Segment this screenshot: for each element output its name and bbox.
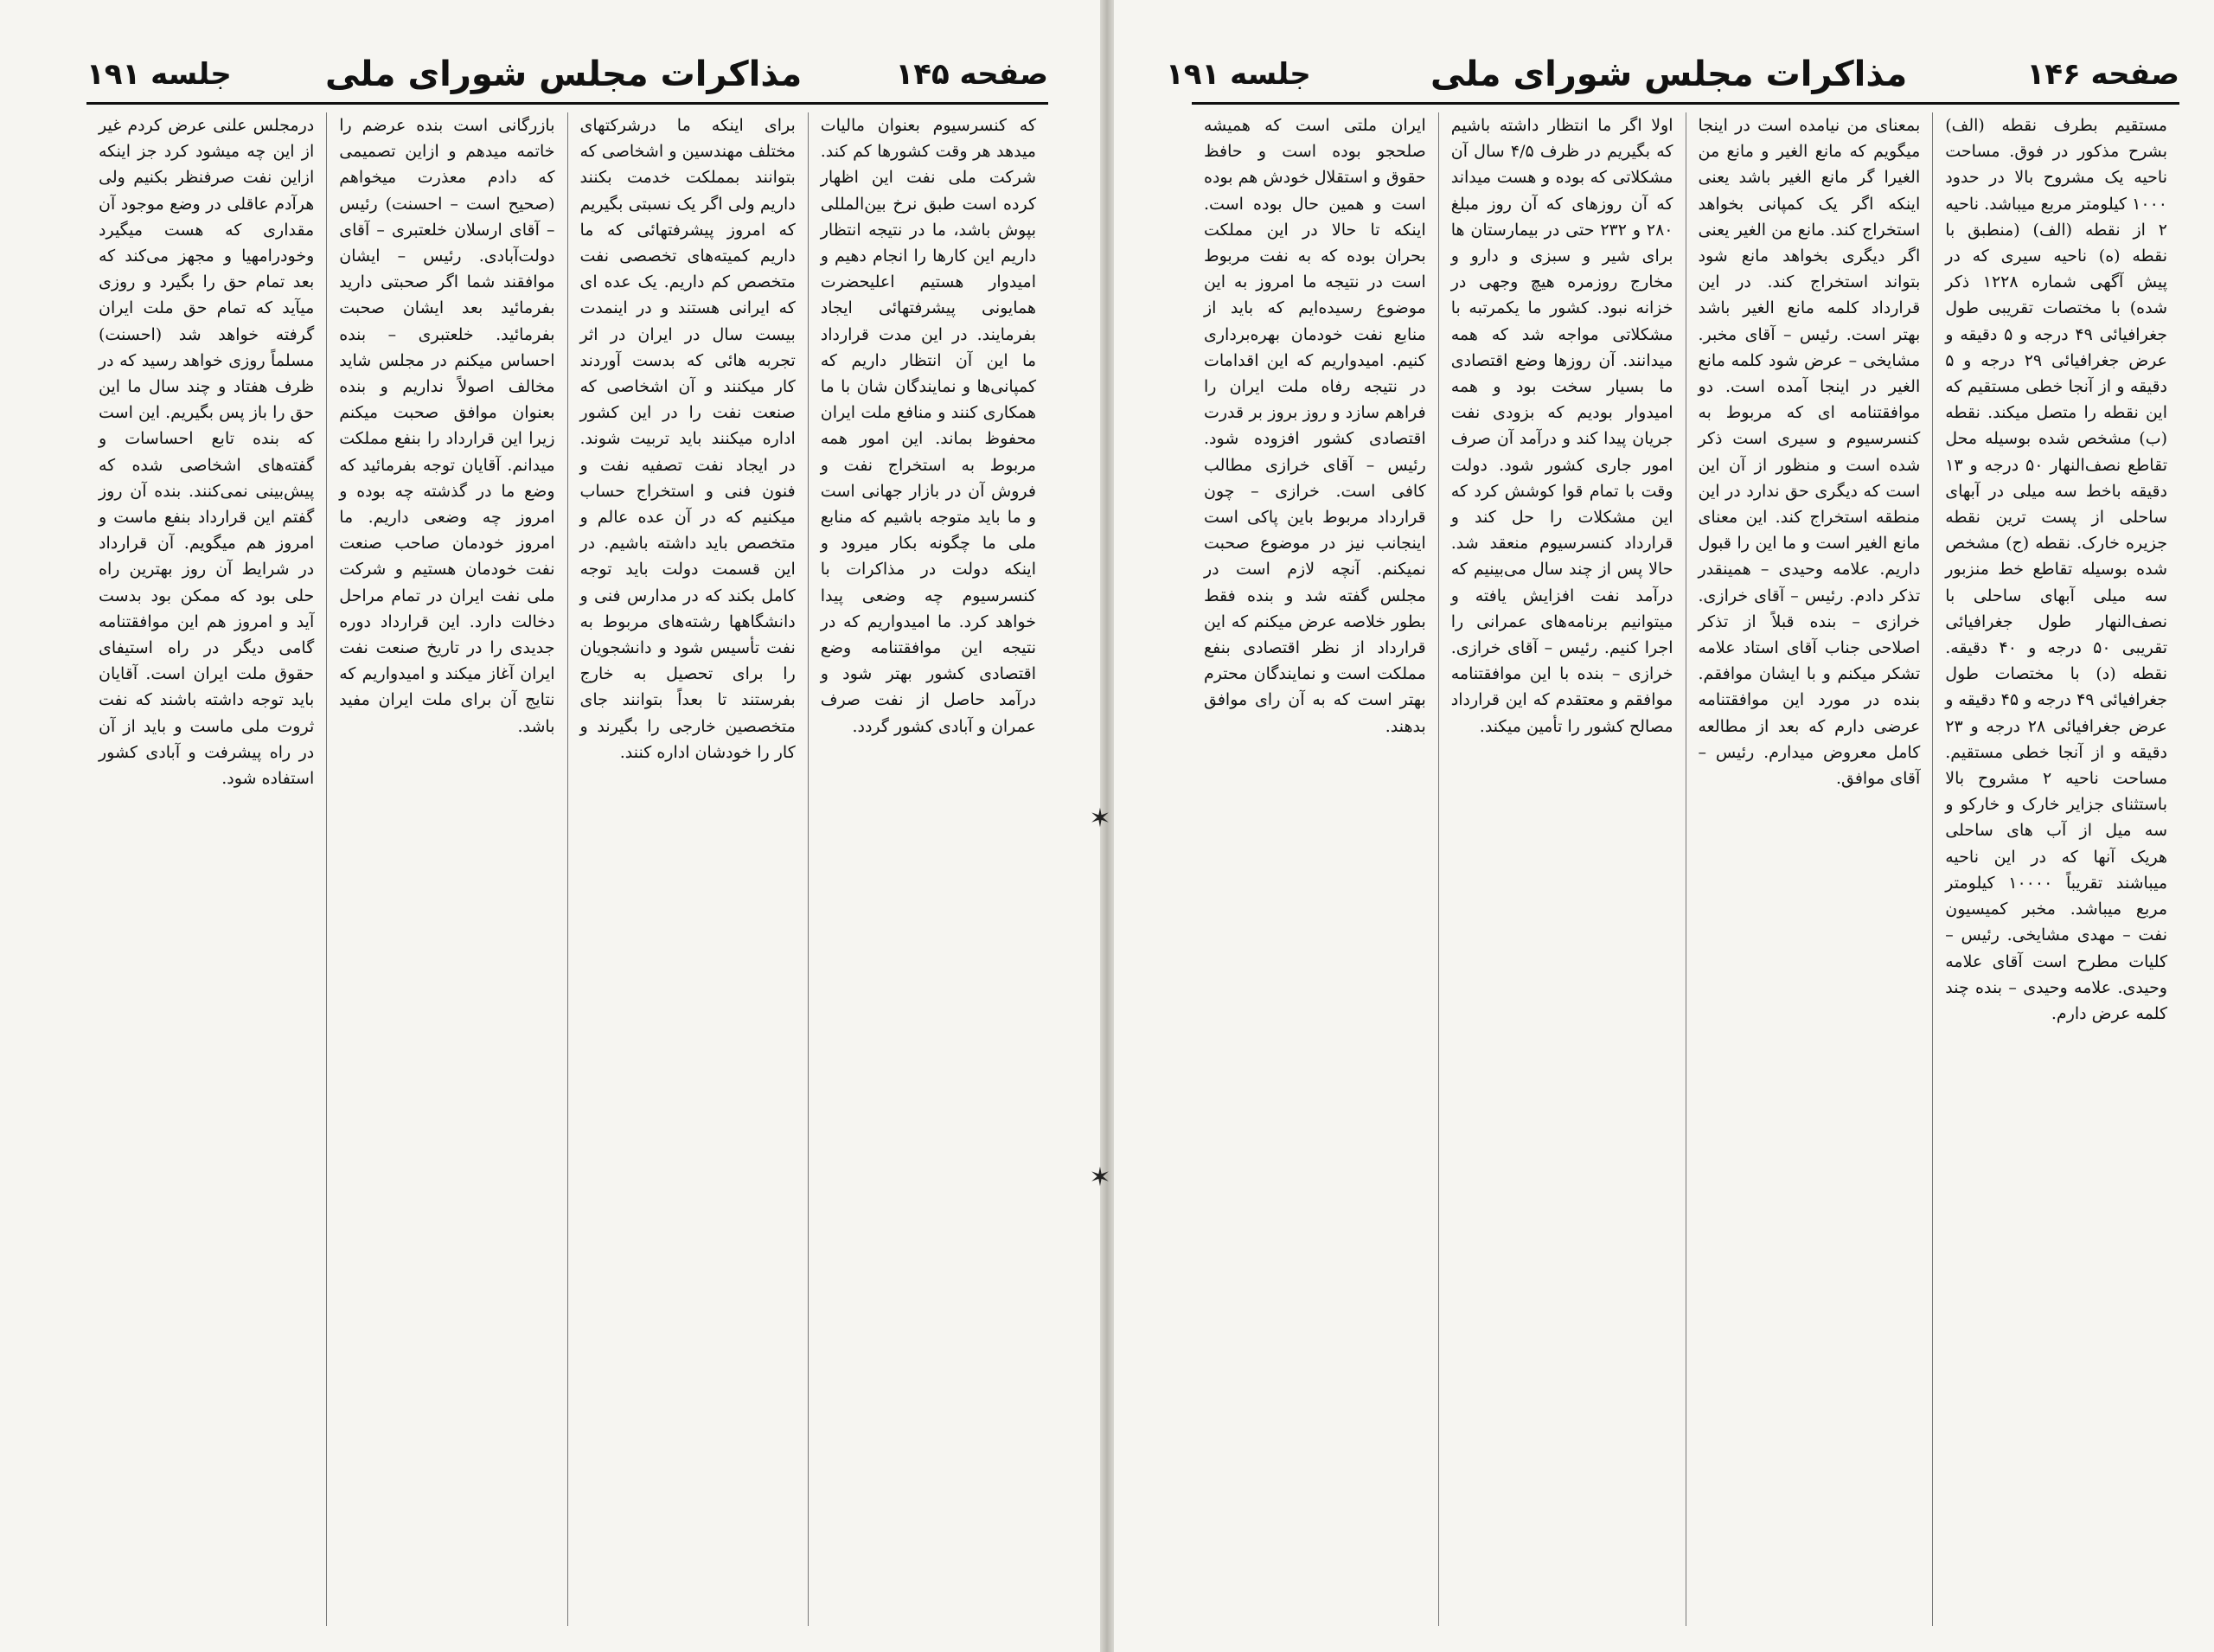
left-column-2: برای اینکه ما درشرکتهای مختلف مهندسین و اشخاصی که بتوانند بمملکت خدمت بکنند داریم ولی اگر یک نسبتی بگیریم که امروز پیشرفتهائی که ما داریم کمیته‌های تخصصی نفت متخصص کم داریم. یک عده ای که ایرانی هستند و در اینمدت بیست سال در ایران در اثر تجربه هائی که بدست آوردند کار میکنند و آن اشخاصی که صنعت نفت را در این کشور اداره میکنند باید تربیت شوند. در ایجاد نفت تصفیه نفت و فنون فنی و استخراج حساب میکنیم که در آن عده عالم و متخصص باید داشته باشیم. در این قسمت دولت باید توجه کامل بکند که در مدارس فنی و دانشگاهها رشته‌های مربوط به نفت تأسیس شود و دانشجویان را برای تحصیل به خارج بفرستند تا بعداً بتوانند جای متخصصین خارجی را بگیرند و کار را خودشان اداره کنند. — [567, 112, 808, 1626]
binding-mark-icon: ✶ — [1089, 804, 1111, 834]
right-page — [1114, 0, 2214, 1652]
right-page-title: مذاکرات مجلس شورای ملی — [1430, 54, 1908, 94]
right-column-1: مستقیم بطرف نقطه (الف) بشرح مذکور در فوق. مساحت ناحیه یک مشروح بالا در حدود ۱۰۰۰ کیلومتر مربع میباشد. ناحیه ۲ از نقطه (الف) (منطبق با نقطه (ه) ناحیه سیری که در پیش آگهی شماره ۱۲۲۸ ذکر شده) با مختصات تقریبی طول جغرافیائی ۴۹ درجه و ۵ دقیقه و عرض جغرافیائی ۲۹ درجه و ۵ دقیقه و از آنجا خطی مستقیم که این نقطه را متصل میکند. نقطه (ب) مشخص شده بوسیله محل تقاطع نصف‌النهار ۵۰ درجه و ۱۳ دقیقه باخط سه میلی در آبهای ساحلی از پست ترین نقطه جزیره خارک. نقطه (ج) مشخص شده بوسیله تقاطع خط منزبور سه میلی آبهای ساحلی با نصف‌النهار طول جغرافیائی تقریبی ۵۰ درجه و ۴۰ دقیقه. نقطه (د) با مختصات طول جغرافیائی ۴۹ درجه و ۴۵ دقیقه و عرض جغرافیائی ۲۸ درجه و ۲۳ دقیقه و از آنجا خطی مستقیم. مساحت ناحیه ۲ مشروح بالا باستثنای جزایر خارک و خارکو و سه میل از آب های ساحلی هریک آنها که در این ناحیه میباشند تقریباً ۱۰۰۰۰ کیلومتر مربع میباشد. مخبر کمیسیون نفت – مهدی مشایخی. رئیس – کلیات مطرح است آقای علامه وحیدی. علامه وحیدی – بنده چند کلمه عرض دارم. — [1932, 112, 2179, 1626]
left-header-rule — [86, 102, 1048, 105]
left-column-3: بازرگانی است بنده عرضم را خاتمه میدهم و ازاین تصمیمی که دادم معذرت میخواهم (صحیح است – احسنت) رئیس – آقای ارسلان خلعتبری – آقای دولت‌آبادی. رئیس – ایشان موافقند شما اگر صحبتی دارید بفرمائید بعد ایشان صحبت بفرمائید. خلعتبری – بنده احساس میکنم در مجلس شاید مخالف اصولاً نداریم و بنده بعنوان موافق صحبت میکنم زیرا این قرارداد را بنفع مملکت میدانم. آقایان توجه بفرمائید که وضع ما در گذشته چه بوده و امروز چه وضعی داریم. ما امروز خودمان صاحب صنعت نفت خودمان هستیم و شرکت ملی نفت ایران در تمام مراحل دخالت دارد. این قرارداد دوره جدیدی را در تاریخ صنعت نفت ایران آغاز میکند و امیدواریم که نتایج آن برای ملت ایران مفید باشد. — [326, 112, 566, 1626]
binding-mark-icon: ✶ — [1089, 1162, 1111, 1193]
left-page-header — [86, 50, 1048, 99]
left-page-title: مذاکرات مجلس شورای ملی — [324, 54, 803, 94]
right-column-2: بمعنای من نیامده است در اینجا میگویم که مانع الغیر و مانع من الغیرا گر مانع الغیر باشد یعنی اینکه اگر یک کمپانی بخواهد استخراج کند. مانع من الغیر یعنی اگر دیگری بخواهد مانع شود بتواند استخراج کند. در این قرارداد کلمه مانع الغیر باشد بهتر است. رئیس – آقای مخبر. مشایخی – عرض شود کلمه مانع الغیر در اینجا آمده است. دو موافقتنامه ای که مربوط به کنسرسیوم و سیری است ذکر شده است و منظور از آن این است که دیگری حق ندارد در این منطقه استخراج کند. این معنای مانع الغیر است و ما این را قبول داریم. علامه وحیدی – همینقدر تذکر دادم. رئیس – آقای خرازی. خرازی – بنده قبلاً از تذکر اصلاحی جناب آقای استاد علامه تشکر میکنم و با ایشان موافقم. بنده در مورد این موافقتنامه عرضی دارم که بعد از مطالعه کامل معروض میدارم. رئیس – آقای موافق. — [1686, 112, 1933, 1626]
left-page-columns — [86, 112, 1048, 1626]
right-header-rule — [1192, 102, 2179, 105]
left-column-1: که کنسرسیوم بعنوان مالیات میدهد هر وقت کشورها کم کند. شرکت ملی نفت این اظهار کرده است طبق نرخ بین‌المللی بپوش باشد، ما در نتیجه انتظار داریم این کارها را انجام دهیم و امیدوار هستیم اعلیحضرت همایونی پیشرفتهائی ایجاد بفرمایند. در این مدت قرارداد ما این آن انتظار داریم که کمپانی‌ها و نمایندگان شان با ما همکاری کنند و منافع ملت ایران محفوظ بماند. این امور همه مربوط به استخراج نفت و فروش آن در بازار جهانی است و ما باید متوجه باشیم که منابع ملی ما چگونه بکار میرود و اینکه دولت در مذاکرات با کنسرسیوم چه وضعی پیدا خواهد کرد. ما امیدواریم که در نتیجه این موافقتنامه وضع اقتصادی کشور بهتر شود و درآمد حاصل از نفت صرف عمران و آبادی کشور گردد. — [808, 112, 1048, 1626]
right-column-3: اولا اگر ما انتظار داشته باشیم که بگیریم در ظرف ۴/۵ سال آن مشکلاتی که بوده و هست میداند که آن روزهای که آن روز مبلغ ۲۸۰ و ۲۳۲ حتی در بیمارستان ها برای شیر و سبزی و دارو و مخارج روزمره هیچ وجهی در خزانه نبود. کشور ما یکمرتبه با مشکلاتی مواجه شد که همه میدانند. آن روزها وضع اقتصادی ما بسیار سخت بود و همه امیدوار بودیم که بزودی نفت جریان پیدا کند و درآمد آن صرف امور جاری کشور شود. دولت وقت با تمام قوا کوشش کرد که این مشکلات را حل کند و قرارداد کنسرسیوم منعقد شد. حالا پس از چند سال می‌بینیم که درآمد نفت افزایش یافته و میتوانیم برنامه‌های عمرانی را اجرا کنیم. رئیس – آقای خرازی. خرازی – بنده با این موافقتنامه موافقم و معتقدم که این قرارداد مصالح کشور را تأمین میکند. — [1438, 112, 1686, 1626]
right-page-number: صفحه ۱۴۶ — [2026, 57, 2179, 92]
right-column-4: ایران ملتی است که همیشه صلحجو بوده است و حافظ حقوق و استقلال خودش هم بوده است و همین حال بوده است. اینکه تا حالا در این مملکت بحران بوده که به نفت مربوط است در نتیجه ما امروز به این موضوع رسیده‌ایم که باید از منابع نفت خودمان بهره‌برداری کنیم. امیدواریم که این اقدامات در نتیجه رفاه ملت ایران را فراهم سازد و روز بروز بر قدرت اقتصادی کشور افزوده شود. رئیس – آقای خرازی مطالب کافی است. خرازی – چون قرارداد مربوط باین پاکی است اینجانب نیز در موضوع صحبت نمیکنم. آنچه لازم است در مجلس گفته شد و بنده فقط بطور خلاصه عرض میکنم که این قرارداد از نظر اقتصادی بنفع مملکت است و نمایندگان محترم بهتر است که به آن رای موافق بدهند. — [1204, 116, 1426, 736]
left-page-session: جلسه ۱۹۱ — [86, 57, 232, 92]
right-page-session: جلسه ۱۹۱ — [1166, 57, 1311, 92]
left-page — [0, 0, 1100, 1652]
right-page-header — [1166, 50, 2179, 99]
left-column-4: درمجلس علنی عرض کردم غیر از این چه میشود کرد جز اینکه ازاین نفت صرفنظر بکنیم ولی هرآدم عاقلی در وضع موجود آن مقداری که هست میگیرد وخودرامهیا و مجهز می‌کند که بعد تمام حق را بگیرد و روزی میآید که تمام حق ملت ایران گرفته خواهد شد (احسنت) مسلماً روزی خواهد رسید که در ظرف هفتاد و چند سال ما این حق را باز پس بگیریم. این است که بنده تابع احساسات و گفته‌های اشخاصی شده که پیش‌بینی نمی‌کنند. بنده آن روز گفتم این قرارداد بنفع ماست و امروز هم میگویم. آن قرارداد در شرایط آن روز بهترین راه حلی بود که ممکن بود بدست آید و امروز هم این موافقتنامه گامی دیگر در راه استیفای حقوق ملت ایران است. آقایان باید توجه داشته باشند که نفت ثروت ملی ماست و باید از آن در راه پیشرفت و آبادی کشور استفاده شود. — [99, 116, 315, 789]
right-page-columns — [1192, 112, 2179, 1626]
left-page-number: صفحه ۱۴۵ — [895, 57, 1048, 92]
